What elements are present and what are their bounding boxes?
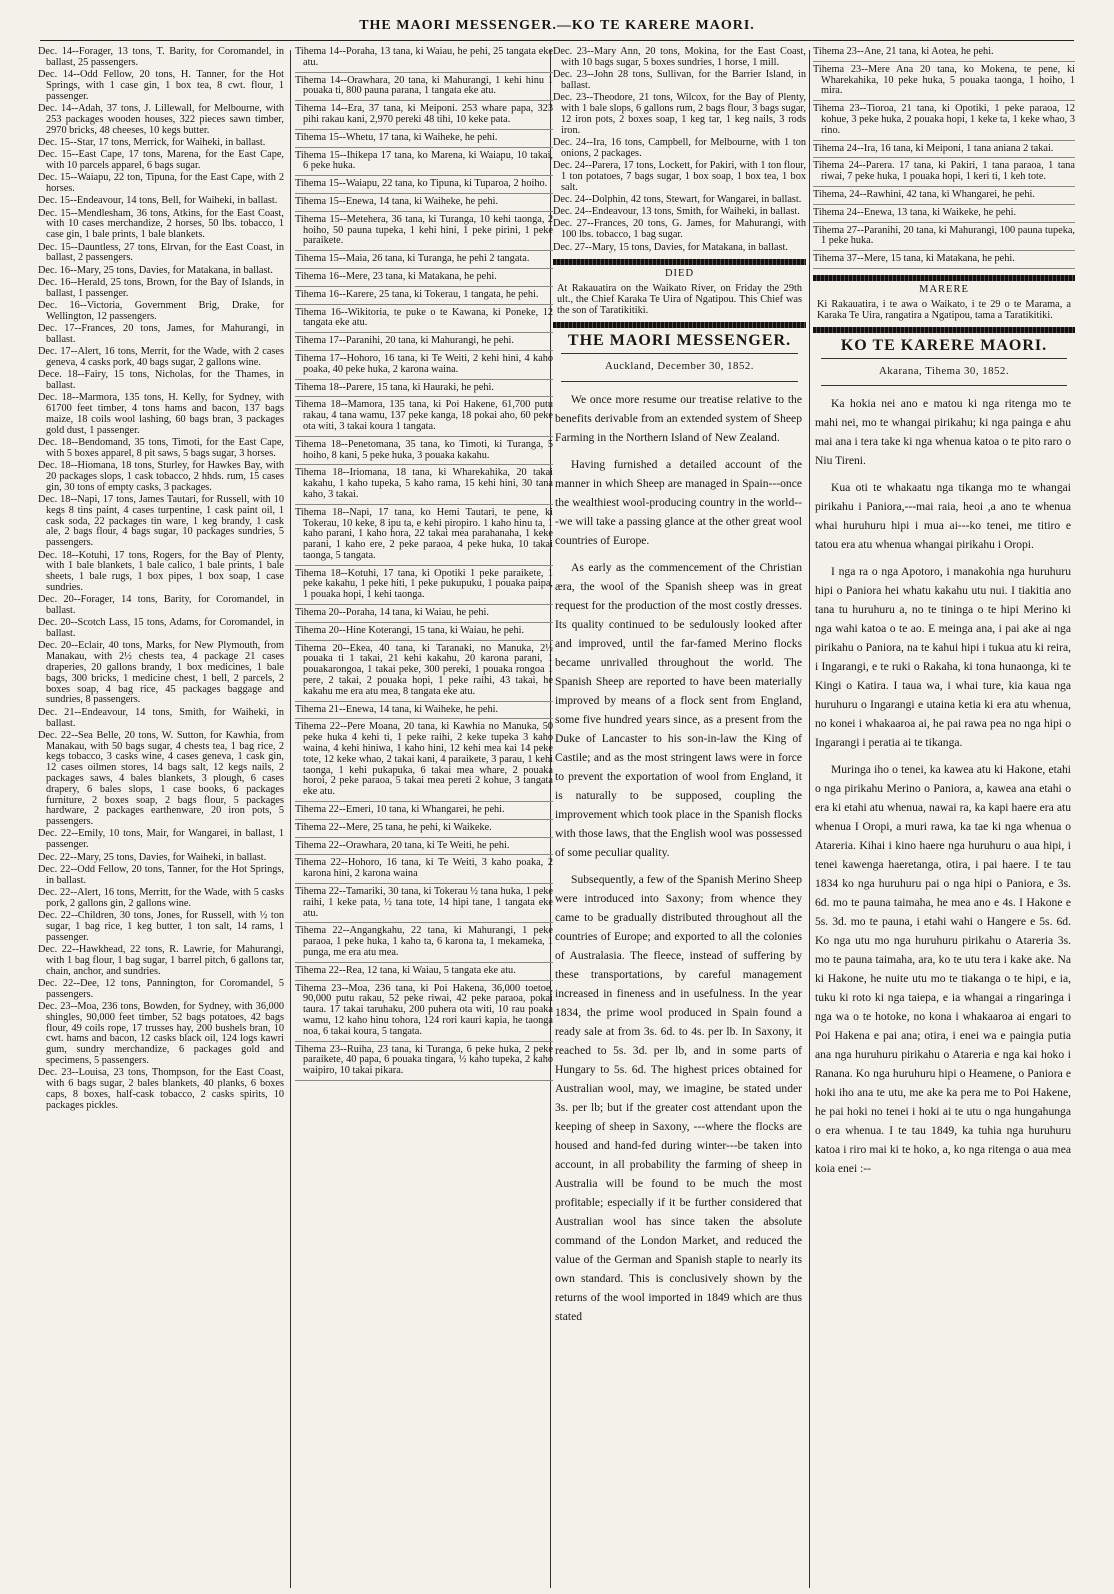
- shipping-entry: Tihema 14--Era, 37 tana, ki Meiponi. 253 whare papa, 323 pihi rakau kani, 2,970 pereki 48 tihi, 10 keke pata.: [295, 104, 553, 130]
- shipping-entry: Dec. 23--Moa, 236 tons, Bowden, for Sydney, with 36,000 shingles, 90,000 feet timber, 52 bags potatoes, 42 bags flour, 49 coils rope, 17 trusses hay, 200 bushels bran, 10 cwt. hams and bacon, 12 casks black oil, 124 logs kawri gum, sundry merchandize, 6 packages gold and specimens, 5 passengers.: [38, 1000, 284, 1066]
- shipping-entry: Tihema 37--Mere, 15 tana, ki Matakana, he pehi.: [813, 254, 1075, 269]
- shipping-entry: Tihema 27--Paranihi, 20 tana, ki Mahurangi, 100 pauna tupeka, 1 peke huka.: [813, 226, 1075, 252]
- shipping-entry: Tihema 22--Tamariki, 30 tana, ki Tokerau ½ tana huka, 1 peke raihi, 1 keke pata, ½ tana tote, 14 hipi tane, 1 tangata eke atu.: [295, 887, 553, 923]
- shipping-entry: Dec. 17--Alert, 16 tons, Merrit, for the Wade, with 2 cases geneva, 4 casks pork, 40 bags sugar, 2 gallons wine.: [38, 346, 284, 369]
- shipping-entry: Dece. 18--Fairy, 15 tons, Nicholas, for the Thames, in ballast.: [38, 369, 284, 392]
- masthead-title: THE MAORI MESSENGER.—KO TE KARERE MAORI.: [359, 18, 755, 33]
- article-paragraph: Muringa iho o tenei, ka kawea atu ki Hakone, etahi o nga pirikahu Merino o Paniora, a, kawea ana etahi o era ki etahi atu whenua, nawai ra, ka kapi haere era atu whenua I Oropi, a muri rawa, ka tae ki nga whenua o Atareria. Kihai i kino haere nga huruhuru o aua hipi, i tenei kawenga haeretanga, otira, i pai haere. I te tau 1834 ko nga huruhuru pai o nga hipi o Paniora, e 3s. 6d. mo te pauna taimaha, he mea ano e 4s. I Hakone e 5s. 3d. mo te pauna, i etahi wahi o Hangere e 5s. 6d. Ko nga utu mo nga huruhuru pirikahu o Atareria 3s. mo te pauna taimaha, ara, ko te utu tera i kake ake. Na ki Hakone, he nuite utu mo te tiakanga o te hipi, e ia, tuku ki roto ki nga taiepa, e ia whangai a ringaringa i nga wa o te hotoke, no kona i whakaaroa ai engari to Poi Hakena e pai ana; otira, i enei wa e paingia putia ana nga huruhuru pirikahu o Atareria e nga kai hoko i Ranana. Ko nga huruhuru hipi o Heamene, o Paniora e hoki iho ana te utu, me ake ka pera me to Poi Hakene, he pai hoki no tenei i hoki ai te utu o nga hungahunga o era whenua. I te tau 1849, ka tuhia nga huruhuru katoa i riro mai ki te hoko, a, ko nga ritenga o aua mea koia enei :--: [815, 763, 1071, 1176]
- shipping-entry: Tihema 23--Ane, 21 tana, ki Aotea, he pehi.: [813, 47, 1075, 62]
- shipping-entry: Dec. 16--Herald, 25 tons, Brown, for the Bay of Islands, in ballast, 1 passenger.: [38, 276, 284, 299]
- maori-dateline: Akarana, Tihema 30, 1852.: [878, 364, 1010, 377]
- shipping-entry: Tihema 23--Mere Ana 20 tana, ko Mokena, te pene, ki Wharekahika, 10 peke huka, 5 pouaka taonga, 1 hoiho, 1 mira.: [813, 65, 1075, 101]
- shipping-entry: Tihema 20--Poraha, 14 tana, ki Waiau, he pehi.: [295, 608, 553, 623]
- english-article-title: THE MAORI MESSENGER.: [567, 332, 792, 350]
- shipping-entry: Dec. 18--Hiomana, 18 tons, Sturley, for Hawkes Bay, with 20 packages slops, 1 cask tobacco, 2 hhds. rum, 15 cases gin, 30 tons of empty casks, 3 packages.: [38, 460, 284, 493]
- shipping-entry: Tihema 16--Wikitoria, te puke o te Kawana, ki Poneke, 12 tangata eke atu.: [295, 308, 553, 334]
- marere-heading: MARERE: [919, 283, 969, 295]
- shipping-entry: Tihema 22--Hohoro, 16 tana, ki Te Weiti, 3 kaho poaka, 2 karona hini, 2 karona waina: [295, 858, 553, 884]
- shipping-entry: Dec. 24--Parera, 17 tons, Lockett, for Pakiri, with 1 ton flour, 1 ton potatoes, 7 bags sugar, 1 box soap, 1 box tea, 1 box salt.: [553, 159, 806, 193]
- shipping-entry: Dec. 24--Endeavour, 13 tons, Smith, for Waiheki, in ballast.: [553, 206, 800, 218]
- shipping-entry: Tihema 18--Penetomana, 35 tana, ko Timoti, ki Turanga, 5 hoiho, 8 kani, 5 peke huka, 3 pouaka kakahu.: [295, 440, 553, 466]
- shipping-entry: Tihema 20--Ekea, 40 tana, ki Taranaki, no Manuka, 2½ pouaka ti 1 takai, 21 kehi kakahu, 20 karona parani, 1 pouakarongoa, 1 takai peke, 300 pereki, 1 pouaka rongoa 1 pere, 2 takai, 2 pouaka hopi, 1 peke raihi, 43 takai, he kakahu me era atu mea, 8 tangata eke atu.: [295, 644, 553, 702]
- shipping-entry: Tihema 22--Mere, 25 tana, he pehi, ki Waikeke.: [295, 823, 553, 838]
- shipping-entry: Dec. 14--Adah, 37 tons, J. Lillewall, for Melbourne, with 253 packages wooden houses, 322 pieces sawn timber, 2970 bricks, 48 cheeses, 10 kegs butter.: [38, 102, 284, 136]
- shipping-entry: Tihema 22--Rea, 12 tana, ki Waiau, 5 tangata eke atu.: [295, 966, 553, 981]
- shipping-entry: Dec. 18--Bendomand, 35 tons, Timoti, for the East Cape, with 5 boxes apparel, 8 pit saws, 5 bags sugar, 3 horses.: [38, 437, 284, 459]
- shipping-entry: Tihema 15--Whetu, 17 tana, ki Waiheke, he pehi.: [295, 133, 553, 148]
- shipping-entry: Dec. 20--Scotch Lass, 15 tons, Adams, for Coromandel, in ballast.: [38, 617, 284, 640]
- article-paragraph: As early as the commencement of the Christian æra, the wool of the Spanish sheep was in great request for the production of the most costly dresses. Its quality continued to be sedulously looked after and improved, until the far-famed Merino flocks became unrivalled throughout the world. The Spanish Sheep are reported to have been materially improved by means of a flock sent from England, some five hundred years since, as a present from the Duke of Lancaster to his son-in-law the King of Castile; and as the most stringent laws were in force to prevent the exportation of wool from England, it is naturally to be supposed, coupling the improvement which took place in the Spanish flocks with those laws, that the English wool was possessed of some peculiar quality.: [555, 560, 802, 859]
- shipping-entry: Tihema 15--Metehera, 36 tana, ki Turanga, 10 kehi taonga, 2 hoiho, 50 pauna tupeka, 1 kehi hini, 1 peke pirini, 1 peke paraikete.: [295, 215, 553, 251]
- masthead: [0, 0, 1114, 40]
- shipping-entry: Dec. 27--Frances, 20 tons, G. James, for Mahurangi, with 100 lbs. tobacco, 1 bag sugar.: [553, 218, 806, 241]
- maori-article-title: KO TE KARERE MAORI.: [840, 336, 1048, 354]
- maori-article-body: [813, 394, 1075, 1178]
- died-notice: At Rakauatira on the Waikato River, on Friday the 29th ult., the Chief Karaka Te Uira of Ngatipou. This Chief was the son of Taratikitiki.: [557, 283, 802, 317]
- died-heading: DIED: [664, 268, 695, 280]
- shipping-entry: Tihema 21--Enewa, 14 tana, ki Waiheke, he pehi.: [295, 705, 553, 720]
- shipping-entry: Tihema 15--Maia, 26 tana, ki Turanga, he pehi 2 tangata.: [295, 254, 553, 269]
- shipping-entry: Tihema 23--Moa, 236 tana, ki Poi Hakena, 36,000 toetoe, 90,000 putu rakau, 52 peke riwai, 42 peke paraoa, pokai taura. 17 takai taruhaku, 200 puhera ota witi, 10 rau poaka wamu, 12 kaho hinu tohora, 124 rori kauri kapia, he taonga noa, 6 takai koura, 5 tangata.: [295, 984, 553, 1042]
- shipping-entry: Tihema 24--Parera. 17 tana, ki Pakiri, 1 tana paraoa, 1 tana riwai, 7 peke huka, 1 pouaka hopi, 1 keri ti, 1 keh tote.: [813, 161, 1075, 187]
- column-divider: [290, 50, 291, 1588]
- shipping-entry: Tihema 18--Iriomana, 18 tana, ki Wharekahika, 20 takai kakahu, 1 kaho tupeka, 5 kaho rama, 15 kehi hini, 30 tana kaho, 3 takai.: [295, 468, 553, 504]
- shipping-entry: Dec. 21--Endeavour, 14 tons, Smith, for Waiheki, in ballast.: [38, 706, 284, 729]
- shipping-entry: Tihema 23--Tioroa, 21 tana, ki Opotiki, 1 peke paraoa, 12 kohue, 3 peke huka, 2 pouaka hopi, 1 keke ta, 1 keke whao, 3 rino.: [813, 104, 1075, 140]
- shipping-entry: Tihema 22--Orawhara, 20 tana, ki Te Weiti, he pehi.: [295, 841, 553, 856]
- shipping-entry: Tihema 15--Enewa, 14 tana, ki Waiheke, he pehi.: [295, 197, 553, 212]
- shipping-entry: Tihema 24--Ira, 16 tana, ki Meiponi, 1 tana aniana 2 takai.: [813, 144, 1075, 159]
- shipping-entry: Dec. 15--Mendlesham, 36 tons, Atkins, for the East Coast, with 10 cases merchandize, 2 horses, 50 lbs. tobacco, 1 case gin, 1 bale prints, 1 bale blankets.: [38, 207, 284, 241]
- shipping-entry: Tihema, 24--Rawhini, 42 tana, ki Whangarei, he pehi.: [813, 190, 1075, 205]
- shipping-entry: Tihema 18--Kotuhi, 17 tana, ki Opotiki 1 peke paraikete, 1 peke kakahu, 1 peke hiti, 1 peke pukupuku, 1 pouaka paipa, 1 pouaka hopi, 1 kehi taonga.: [295, 569, 553, 605]
- title-rule: [821, 358, 1067, 359]
- shipping-entry: Tihema 22--Pere Moana, 20 tana, ki Kawhia no Manuka, 50 peke huka 4 kehi ti, 1 peke raihi, 2 keke tupeka 3 kaho waina, 4 kehi hiniwa, 1 kaho hini, 12 kehi mea kai 14 peke tote, 12 keke whao, 2 takai kani, 4 paraikete, 3 parau, 1 kehi taonga, 1 kehi pukapuka, 6 takai mea whare, 2 pouaka horoi, 2 peke paraoa, 5 takai mea pereti 2 kohue, 3 tangata eke atu.: [295, 722, 553, 802]
- shipping-entry: Dec. 15--Star, 17 tons, Merrick, for Waiheki, in ballast.: [38, 136, 266, 148]
- shipping-list: [295, 47, 553, 1081]
- shipping-entry: Tihema 15--Ihikepa 17 tana, ko Marena, ki Waiapu, 10 takai, 6 peke huka.: [295, 151, 553, 177]
- shipping-entry: Dec. 23--Theodore, 21 tons, Wilcox, for the Bay of Plenty, with 1 bale slops, 6 gallons rum, 2 bags flour, 3 bags sugar, 12 iron pots, 2 boxes soap, 1 keg tar, 1 keg nails, 3 rods iron.: [553, 92, 806, 136]
- shipping-entry: Dec. 22--Mary, 25 tons, Davies, for Waiheki, in ballast.: [38, 851, 267, 863]
- shipping-entry: Tihema 22--Angangkahu, 22 tana, ki Mahurangi, 1 peke paraoa, 1 peke huka, 1 kaho ta, 6 karona ta, 1 mekameka, 1 punga, me era atu mea.: [295, 926, 553, 962]
- shipping-entry: Dec. 22--Children, 30 tons, Jones, for Russell, with ½ ton sugar, 1 bag rice, 1 keg butter, 1 ton salt, 14 rams, 1 passenger.: [38, 910, 284, 943]
- shipping-entry: Tihema 17--Paranihi, 20 tana, ki Mahurangi, he pehi.: [295, 336, 553, 351]
- shipping-entry: Dec. 15--Endeavour, 14 tons, Bell, for Waiheki, in ballast.: [38, 195, 278, 207]
- shipping-entry: Dec. 18--Napi, 17 tons, James Tautari, for Russell, with 10 kegs 8 tins paint, 4 cases turpentine, 1 cask paint oil, 1 cask soda, 22 packages tin ware, 1 keg brandy, 1 cask ale, 2 bags flour, 4 bags sugar, 10 packages sundries, 5 passengers.: [38, 494, 284, 549]
- shipping-entry: Dec. 23--John 28 tons, Sullivan, for the Barrier Island, in ballast.: [553, 69, 806, 91]
- shipping-entry: Tihema 14--Orawhara, 20 tana, ki Mahurangi, 1 kehi hinu 1 pouaka ti, 800 pauna parana, 1 tangata eke atu.: [295, 76, 553, 102]
- shipping-entry: Tihema 15--Waiapu, 22 tana, ko Tipuna, ki Tuparoa, 2 hoiho.: [295, 179, 553, 194]
- shipping-entry: Dec. 18--Kotuhi, 17 tons, Rogers, for the Bay of Plenty, with 1 bale blankets, 1 bale calico, 1 bale prints, 1 bale sheets, 1 bale rugs, 1 box pipes, 1 box soap, 1 case sundries.: [38, 549, 284, 593]
- marere-notice: Ki Rakauatira, i te awa o Waikato, i te 29 o te Marama, a Karaka Te Uira, rangatira a Ngatipou, tama a Taratikitiki.: [817, 298, 1071, 321]
- shipping-entry: Dec. 23--Louisa, 23 tons, Thompson, for the East Coast, with 6 bags sugar, 2 bales blankets, 40 planks, 6 boxes caps, 8 boxes, half-cask tobacco, 2 casks spirits, 10 packages pickles.: [38, 1067, 284, 1111]
- section-rule: [813, 275, 1075, 281]
- shipping-entry: Dec. 14--Odd Fellow, 20 tons, H. Tanner, for the Hot Springs, with 1 case gin, 1 box tea, 8 cwt. flour, 1 passenger.: [38, 69, 284, 102]
- shipping-entry: Dec. 22--Hawkhead, 22 tons, R. Lawrie, for Mahurangi, with 1 bag flour, 1 bag sugar, 1 barrel pitch, 6 gallons tar, chain, anchor, and sundries.: [38, 943, 284, 977]
- shipping-entry: Tihema 20--Hine Koterangi, 15 tana, ki Waiau, he pehi.: [295, 626, 553, 641]
- shipping-list: [38, 47, 284, 1111]
- shipping-entry: Dec. 27--Mary, 15 tons, Davies, for Matakana, in ballast.: [553, 241, 788, 253]
- english-column-3: [553, 47, 806, 1590]
- english-shipping-column-1: [38, 47, 284, 1590]
- shipping-entry: Dec. 14--Forager, 13 tons, T. Barity, for Coromandel, in ballast, 25 passengers.: [38, 47, 284, 68]
- section-rule: [813, 327, 1075, 333]
- shipping-entry: Tihema 14--Poraha, 13 tana, ki Waiau, he pehi, 25 tangata eke atu.: [295, 47, 553, 73]
- shipping-entry: Tihema 22--Emeri, 10 tana, ki Whangarei, he pehi.: [295, 805, 553, 820]
- shipping-entry: Tihema 18--Napi, 17 tana, ko Hemi Tautari, te pene, ki Tokerau, 10 keke, 8 ipu ta, e kehi piropiro. 1 kaho hinu ta, 1 kaho parani, 1 kaho hora, 22 takai mea parahanaha, 1 keke parani, 1 kaho ere, 2 peke paraoa, 4 peke huka, 10 takai taonga, 5 tangata.: [295, 508, 553, 566]
- shipping-entry: Dec. 22--Alert, 16 tons, Merritt, for the Wade, with 5 casks pork, 2 gallons gin, 2 gallons wine.: [38, 886, 284, 909]
- shipping-entry: Tihema 17--Hohoro, 16 tana, ki Te Weiti, 2 kehi hini, 4 kaho poaka, 40 peke huka, 2 karona waina.: [295, 354, 553, 380]
- shipping-entry: Dec. 18--Marmora, 135 tons, H. Kelly, for Sydney, with 61700 feet timber, 4 tons hams and bacon, 137 bags maize, 18 coils wool lashing, 60 bags bran, 3 packages gold dust, 1 passenger.: [38, 392, 284, 436]
- shipping-entry: Tihema 23--Ruiha, 23 tana, ki Turanga, 6 peke huka, 2 peke paraikete, 40 papa, 6 pouaka tingara, ½ kaho tupeka, 2 kaho waipiro, 10 takai pikara.: [295, 1045, 553, 1081]
- article-paragraph: Ka hokia nei ano e matou ki nga ritenga mo te mahi nei, mo te whangai pirikahu; ki nga painga e ahu mai ana i tera take ki nga whenua katoa o te pito raro o Niu Tireni.: [815, 397, 1071, 468]
- masthead-rule: [40, 40, 1074, 41]
- shipping-entry: Dec. 17--Frances, 20 tons, James, for Mahurangi, in ballast.: [38, 323, 284, 345]
- shipping-entry: Dec. 20--Forager, 14 tons, Barity, for Coromandel, in ballast.: [38, 594, 284, 617]
- shipping-list: [553, 47, 806, 253]
- maori-shipping-column-1: [295, 47, 553, 1590]
- shipping-entry: Dec. 15--Waiapu, 22 ton, Tipuna, for the East Cape, with 2 horses.: [38, 172, 284, 195]
- section-rule: [553, 259, 806, 265]
- shipping-entry: Dec. 22--Emily, 10 tons, Mair, for Wangarei, in ballast, 1 passenger.: [38, 828, 284, 851]
- article-paragraph: We once more resume our treatise relative to the benefits derivable from an extended system of Sheep Farming in the Northern Island of New Zealand.: [555, 392, 802, 444]
- shipping-entry: Dec. 16--Mary, 25 tons, Davies, for Matakana, in ballast.: [38, 264, 273, 276]
- article-paragraph: Subsequently, a few of the Spanish Merino Sheep were introduced into Saxony; from whence they came to be gradually distributed throughout all the countries of Europe; and exported to all the colonies of Australasia. The fleece, instead of suffering by these transportations, by careful management increased in fineness and in usefulness. In the year 1834, the prime wool produced in Spain found a ready sale at from 3s. 6d. to 4s. per lb. In Saxony, it reached to 5s. 3d. per lb, and in some parts of Hungary to 5s. 6d. The highest prices obtained for Australian wool, may, we imagine, be stated under 3s. per lb; but if the greater cost attendant upon the keeping of sheep in Saxony, ---where the flocks are housed and hand-fed during winter---be taken into account, in all probability the farming of sheep in Australia will be found to be much the most profitable; especially if it be further considered that Australian wool has since taken the absolute command of the London Market, and reduced the value of the German and Spanish staple to nearly its own standard. This is conclusively shown by the returns of the wool imported in 1849 which are thus stated: [555, 872, 802, 1323]
- article-paragraph: Kua oti te whakaatu nga tikanga mo te whangai pirikahu i Paniora,---mai raia, heoi ,a ano te whenua whai huruhuru hipi i mua ai---ko tenei, me titiro e tatou era atu whenua whangai pirikahu i Oropi.: [815, 481, 1071, 552]
- shipping-entry: Dec. 23--Mary Ann, 20 tons, Mokina, for the East Coast, with 10 bags sugar, 5 boxes sundries, 1 horse, 1 mill.: [553, 47, 806, 68]
- column-divider: [809, 50, 810, 1588]
- english-dateline: Auckland, December 30, 1852.: [605, 359, 754, 372]
- article-paragraph: I nga ra o nga Apotoro, i manakohia nga huruhuru hipi o Paniora hei whatu kakahu utu nui. I tiakitia ano tana tu huruhuru a, no te tininga o te hipi Merino ki nga wahi katoa o te ao. E meinga ana, i pai ake ai nga pirikahu o Paniora, na te kahui hipi i tukua atu ki reira, i Ingarangi, e te ruki o Rakaha, ki tona hunaonga, ki te Kingi o Katira. I taua wa, i whai ture, kia kaua nga huruhuru o Ingarangi e utaina ketia ki era atu whenua, no konei i whakaaroa ai, he pai rawa pea no nga hipi o Ingarangi i peratia ai te tikanga.: [815, 565, 1071, 750]
- shipping-entry: Tihema 16--Karere, 25 tana, ki Tokerau, 1 tangata, he pehi.: [295, 290, 553, 305]
- shipping-entry: Dec. 22--Odd Fellow, 20 tons, Tanner, for the Hot Springs, in ballast.: [38, 863, 284, 886]
- maori-column-4: [813, 47, 1075, 1590]
- title-rule: [561, 353, 798, 354]
- shipping-entry: Dec. 24--Ira, 16 tons, Campbell, for Melbourne, with 1 ton onions, 2 packages.: [553, 136, 806, 159]
- shipping-entry: Dec. 24--Dolphin, 42 tons, Stewart, for Wangarei, in ballast.: [553, 193, 802, 205]
- shipping-entry: Tihema 18--Parere, 15 tana, ki Hauraki, he pehi.: [295, 383, 553, 398]
- article-paragraph: Having furnished a detailed account of the manner in which Sheep are managed in Spain---once the wealthiest wool-producing country in the world---we will take a passing glance at the other great wool countries of Europe.: [555, 457, 802, 547]
- section-rule: [553, 322, 806, 328]
- shipping-list: [813, 47, 1075, 269]
- shipping-entry: Tihema 18--Mamora, 135 tana, ki Poi Hakene, 61,700 putu rakau, 4 tana wamu, 137 peke kanga, 18 pokai aho, 60 peke ota witi, 3 takai koura 1 tangata.: [295, 400, 553, 436]
- english-article-body: [553, 390, 806, 1326]
- shipping-entry: Dec. 16--Victoria, Government Brig, Drake, for Wellington, 12 passengers.: [38, 300, 284, 322]
- shipping-entry: Dec. 22--Dee, 12 tons, Pannington, for Coromandel, 5 passengers.: [38, 977, 284, 1000]
- shipping-entry: Dec. 20--Eclair, 40 tons, Marks, for New Plymouth, from Manakau, with 2½ chests tea, 4 package 21 cases draperies, 20 gallons brandy, 1 box medicines, 1 bale bags, 300 bricks, 1 medicine chest, 1 bell, 2 parcels, 2 boxes soap, 4 bag rice, 45 packages baggage and sundries, 8 passengers.: [38, 640, 284, 706]
- shipping-entry: Dec. 22--Sea Belle, 20 tons, W. Sutton, for Kawhia, from Manakau, with 50 bags sugar, 4 chests tea, 1 bag rice, 2 kegs tobacco, 3 casks wine, 4 cases geneva, 1 cask gin, 12 cases oilmen stores, 14 bags salt, 12 kegs nails, 2 packages saws, 4 bales blankets, 3 plough, 6 cases drapery, 6 bales slops, 1 case books, 6 packages furniture, 2 boxes soap, 2 bags flour, 5 packages hardware, 2 packages earthenware, 20 iron pots, 5 passengers.: [38, 729, 284, 828]
- shipping-entry: Dec. 15--Dauntless, 27 tons, Elrvan, for the East Coast, in ballast, 2 passengers.: [38, 241, 284, 264]
- shipping-entry: Tihema 16--Mere, 23 tana, ki Matakana, he pehi.: [295, 272, 553, 287]
- shipping-entry: Tihema 24--Enewa, 13 tana, ki Waikeke, he pehi.: [813, 208, 1075, 223]
- shipping-entry: Dec. 15--East Cape, 17 tons, Marena, for the East Cape, with 10 parcels apparel, 6 bags sugar.: [38, 149, 284, 171]
